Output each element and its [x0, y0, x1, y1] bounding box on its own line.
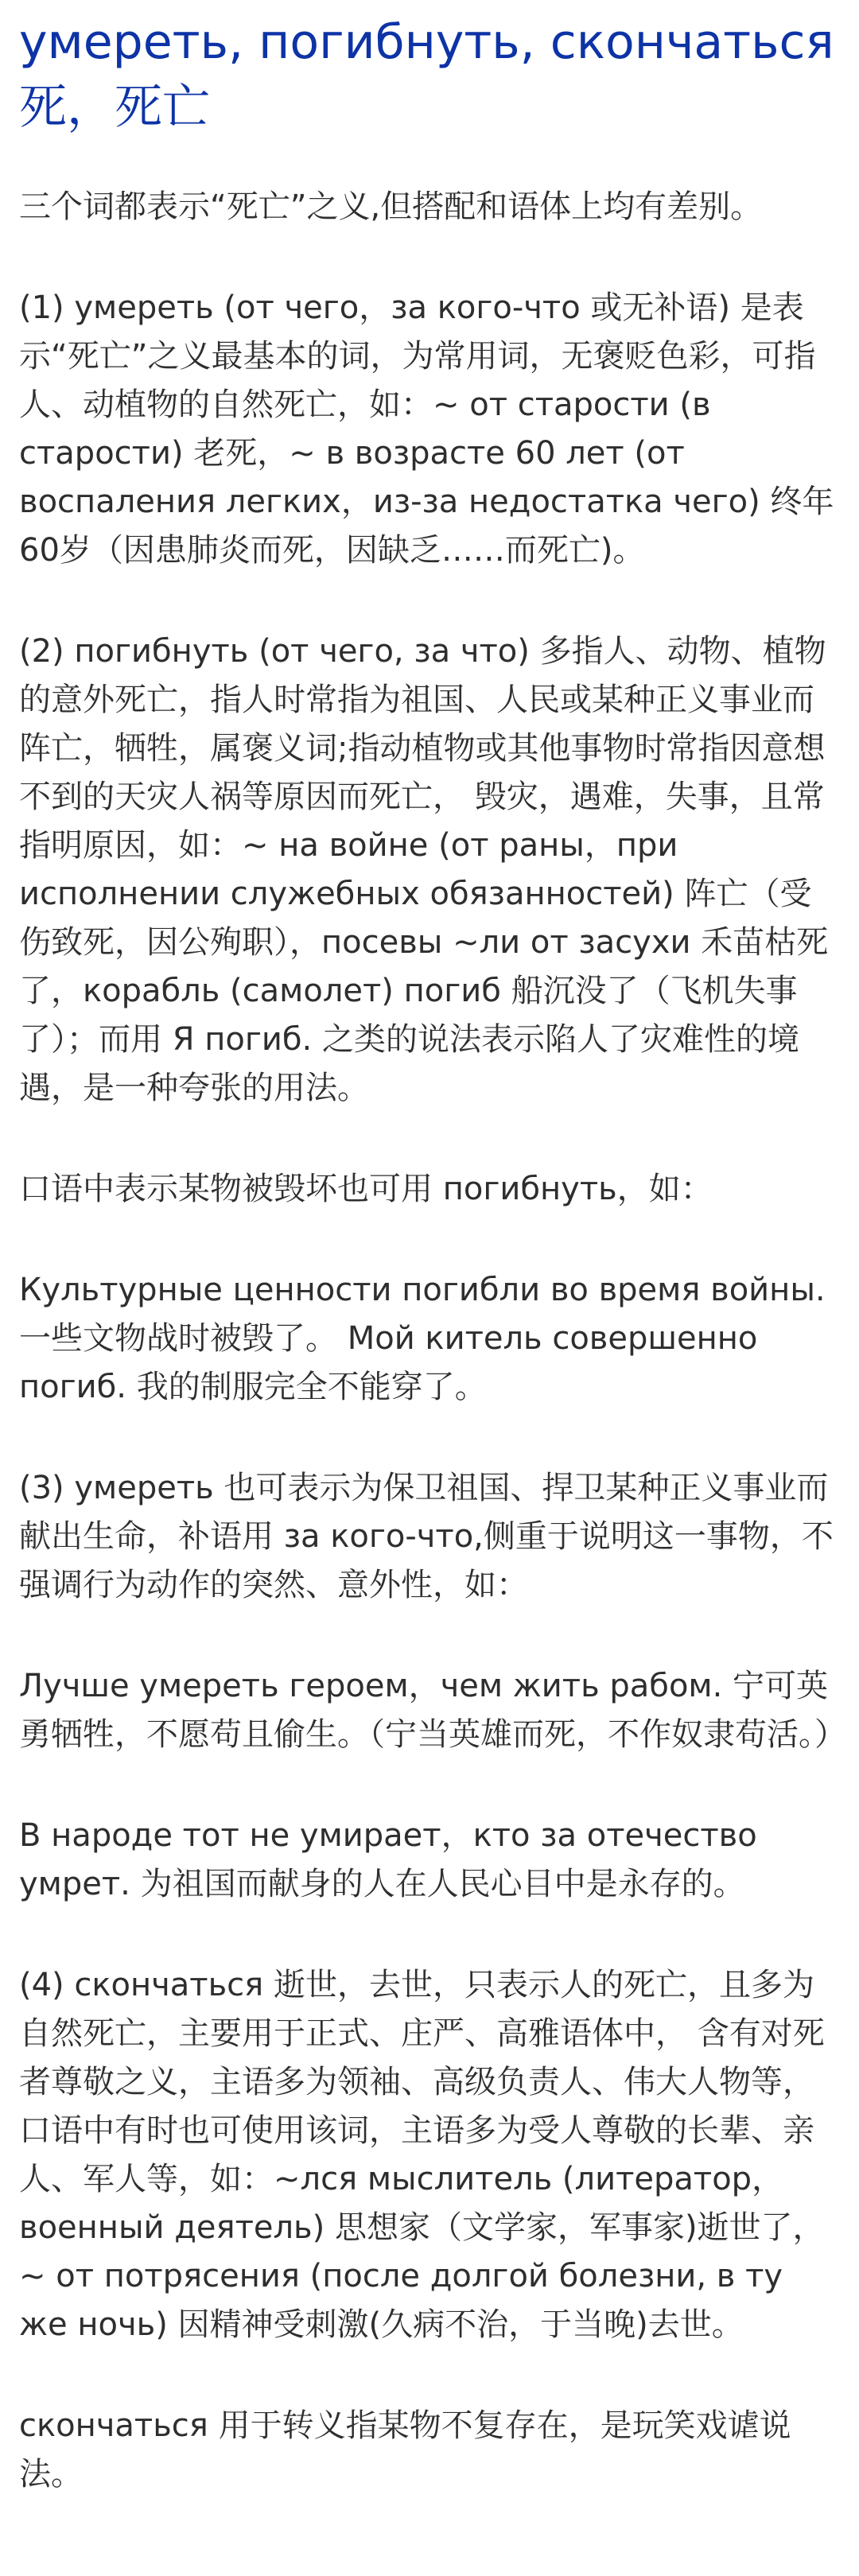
paragraph-skonchatsya-figurative: скончаться 用于转义指某物不复存在，是玩笑戏谑说法。 [19, 2407, 791, 2492]
paragraph-example-people: В народе тот не умирает，кто за отечество умрет. 为祖国而献身的人在人民心目中是永存的。 [19, 1817, 757, 1902]
paragraph-umeret: (1) умереть (от чего，за кого-что 或无补语) 是表示“死亡”之义最基本的词，为常用词，无褒贬色彩，可指人、动植物的自然死亡，如：~ от старости (в старости) 老死，~ в возрасте 60 лет (от воспаления легких，из-за недостатка чего) 终年60岁（因患肺炎而死，因缺乏……而死亡)。 [19, 289, 834, 569]
paragraph-umeret-za: (3) умереть 也可表示为保卫祖国、捍卫某种正义事业而献出生命，补语用 за кого-что,侧重于说明这一事物，不强调行为动作的突然、意外性，如： [19, 1470, 834, 1603]
paragraph-example-hero: Лучше умереть героем，чем жить рабом. 宁可英勇牺牲，不愿苟且偷生。（宁当英雄而死，不作奴隶苟活。） [19, 1668, 846, 1753]
paragraph-intro: 三个词都表示“死亡”之义,但搭配和语体上均有差别。 [19, 188, 763, 225]
paragraph-colloquial: 口语中表示某物被毁坏也可用 погибнуть，如： [19, 1171, 713, 1207]
paragraph-example-war: Культурные ценности погибли во время войны. 一些文物战时被毁了。 Мой китель совершенно погиб. 我的制服完全不能穿了。 [19, 1272, 826, 1405]
paragraph-pogibnut: (2) погибнуть (от чего, за что) 多指人、动物、植物的意外死亡，指人时常指为祖国、人民或某种正义事业而阵亡，牺牲，属褒义词;指动植物或其他事物时常指因意想不到的天灾人祸等原因而死亡， 毁灾，遇难，失事，且常指明原因，如：~ на войне (от раны，при исполнении служебных обязанностей) 阵亡（受伤致死，因公殉职），посевы ~ли от засухи 禾苗枯死了，корабль (самолет) погиб 船沉没了（飞机失事了）；而用 Я погиб. 之类的说法表示陷人了灾难性的境遇，是一种夸张的用法。 [19, 633, 829, 1106]
paragraph-skonchatsya: (4) скончаться 逝世，去世，只表示人的死亡，且多为自然死亡，主要用于正式、庄严、高雅语体中， 含有对死者尊敬之义，主语多为领袖、高级负责人、伟大人物等，口语中有时也可使用该词，主语多为受人尊敬的长辈、亲人、军人等，如：~лся мыслитель (литератор，военный деятель) 思想家（文学家，军事家)逝世了，~ от потрясения (после долгой болезни, в ту же ночь) 因精神受刺激(久病不治，于当晚)去世。 [19, 1967, 825, 2343]
title-russian: умереть, погибнуть, скончаться [19, 14, 834, 70]
title-chinese: 死，死亡 [19, 80, 210, 135]
article-title [19, 10, 840, 140]
